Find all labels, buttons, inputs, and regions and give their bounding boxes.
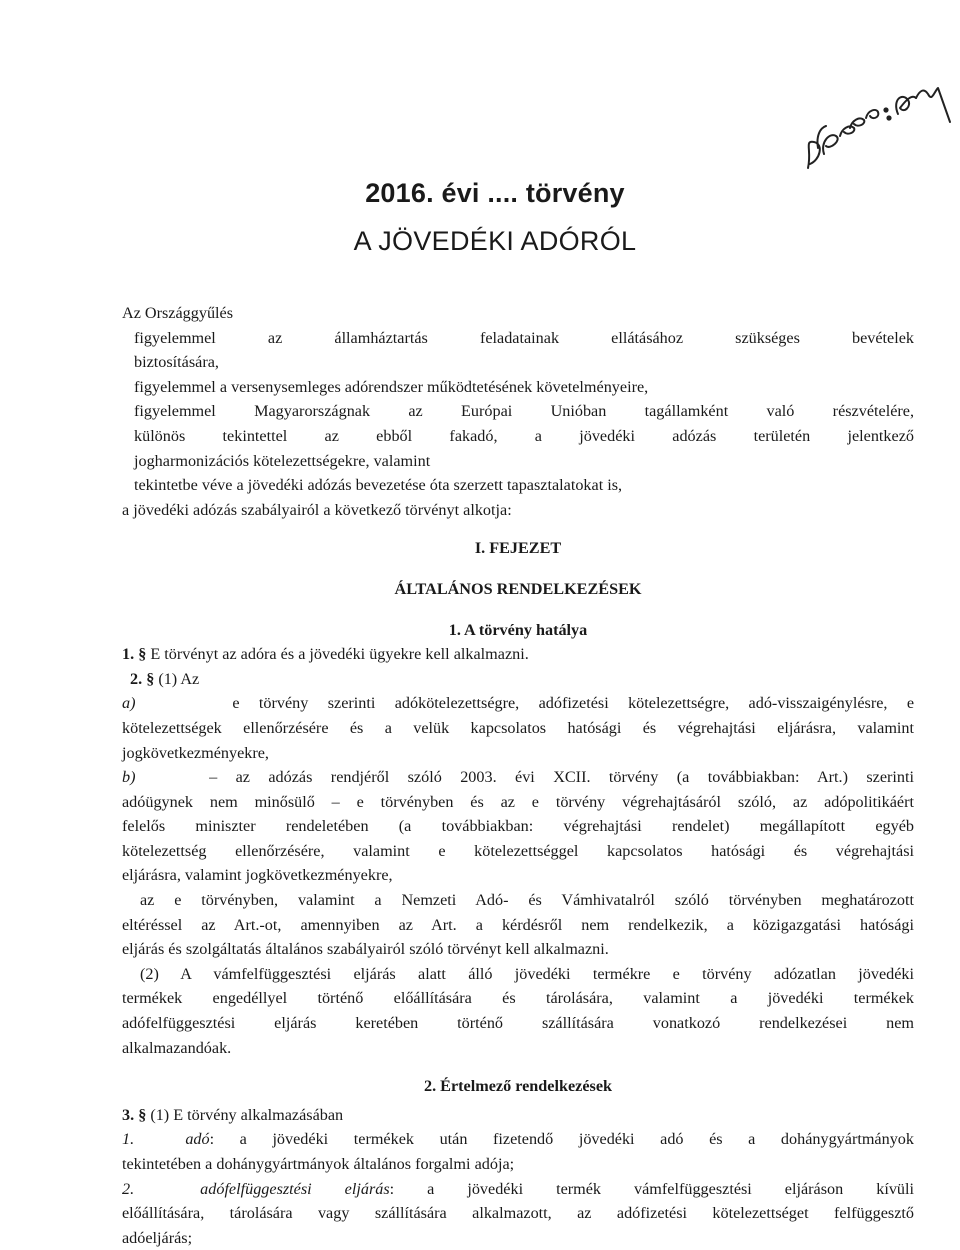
point-text: e törvény szerinti adókötelezettségre, adófizetési kötelezettségre, adó-visszaigénylésre, e: [232, 694, 914, 713]
point-label: b): [122, 768, 136, 787]
preamble-line: figyelemmel a versenysemleges adórendszer működtetésének követelményeire,: [134, 377, 649, 396]
point-text: – az adózás rendjéről szóló 2003. évi XCII. törvény (a továbbiakban: Art.) szerinti: [209, 768, 914, 787]
document-body: [122, 301, 914, 1250]
point-text: eltéréssel az Art.-ot, amennyiben az Art. a kérdésről nem rendelkezik, a közigazgatási hatósági: [122, 915, 914, 934]
definition-text: előállítására, tárolására vagy szállítására alkalmazott, az adófizetési kötelezettséget felfüggesztő: [122, 1204, 914, 1223]
definition-text: adóeljárás;: [122, 1228, 193, 1247]
point-text: kötelezettségek ellenőrzésére és a velük kapcsolatos hatósági és végrehajtási eljárásra, valamint: [122, 718, 914, 737]
paragraph-text: (2) A vámfelfüggesztési eljárás alatt álló jövedéki termékre e törvény adózatlan jövedéki: [140, 964, 914, 983]
preamble-line: jogharmonizációs kötelezettségekre, valamint: [134, 451, 431, 470]
preamble-line: figyelemmel Magyarországnak az Európai Unióban tagállamként való részvételére,: [134, 402, 914, 421]
chapter-number: I. FEJEZET: [474, 539, 562, 558]
preamble-line: a jövedéki adózás szabályairól a következő törvényt alkotja:: [122, 500, 512, 519]
document-subtitle: A JÖVEDÉKI ADÓRÓL: [353, 226, 637, 256]
definition-text: : a jövedéki termék vámfelfüggesztési eljáráson kívüli: [389, 1179, 914, 1198]
section-heading: 1. A törvény hatálya: [448, 620, 588, 639]
paragraph-text: E törvényt az adóra és a jövedéki ügyekre kell alkalmazni.: [150, 645, 529, 664]
paragraph-text: alkalmazandóak.: [122, 1038, 232, 1057]
point-text: jogkövetkezményekre,: [122, 743, 269, 762]
preamble-line: Az Országgyűlés: [122, 304, 234, 322]
preamble-line: biztosítására,: [134, 353, 219, 372]
document-title: 2016. évi .... törvény: [365, 178, 625, 208]
definition-term: adófelfüggesztési eljárás: [200, 1179, 390, 1198]
point-text: kötelezettség ellenőrzésére, valamint e kötelezettséggel kapcsolatos hatósági és végrehajtási: [122, 841, 914, 860]
paragraph-text: (1) E törvény alkalmazásában: [150, 1105, 344, 1124]
section-heading: 2. Értelmező rendelkezések: [423, 1077, 613, 1096]
point-text: az e törvényben, valamint a Nemzeti Adó- és Vámhivatalról szóló törvényben meghatározott: [140, 891, 914, 910]
paragraph-text: adófelfüggesztési eljárás keretében történő szállítására vonatkozó rendelkezései nem: [122, 1014, 914, 1033]
chapter-title: ÁLTALÁNOS RENDELKEZÉSEK: [394, 579, 642, 598]
definition-text: : a jövedéki termékek után fizetendő jövedéki adó és a dohánygyártmányok: [209, 1130, 914, 1149]
paragraph-number: 1. §: [122, 645, 147, 664]
point-text: eljárás és szolgáltatás általános szabályairól szóló törvényt kell alkalmazni.: [122, 940, 609, 959]
preamble-line: különös tekintettel az ebből fakadó, a jövedéki adózás területén jelentkező: [134, 426, 914, 445]
point-text: adóügynek nem minősülő – e törvényben és az e törvény végrehajtásáról szóló, az adópolitikáért: [122, 792, 914, 811]
definition-text: tekintetében a dohánygyártmányok általános forgalmi adója;: [122, 1155, 515, 1173]
paragraph-number: 2. §: [130, 669, 155, 688]
preamble-line: tekintetbe véve a jövedéki adózás bevezetése óta szerzett tapasztalatokat is,: [134, 476, 623, 495]
definition-term: adó: [185, 1130, 210, 1149]
point-text: eljárásra, valamint jogkövetkezményekre,: [122, 866, 393, 885]
point-label: a): [122, 694, 136, 713]
paragraph-text: termékek engedéllyel történő előállítására és tárolására, valamint a jövedéki termékek: [122, 989, 914, 1008]
definition-number: 1.: [122, 1130, 135, 1149]
paragraph-number: 3. §: [122, 1105, 147, 1124]
definition-number: 2.: [122, 1179, 135, 1198]
handwritten-annotation: [790, 70, 955, 180]
preamble-line: figyelemmel az államháztartás feladatainak ellátásához szükséges bevételek: [134, 328, 914, 347]
point-text: felelős miniszter rendeletében (a továbbiakban: végrehajtási rendelet) megállapított egyéb: [122, 817, 914, 836]
paragraph-text: (1) Az: [158, 669, 200, 688]
